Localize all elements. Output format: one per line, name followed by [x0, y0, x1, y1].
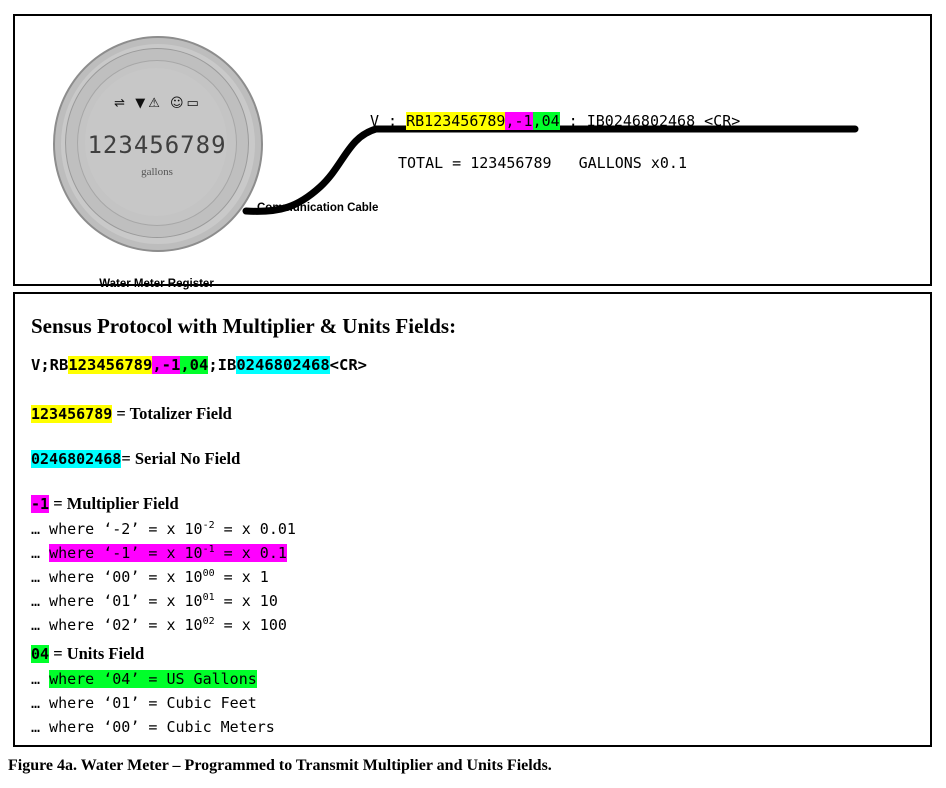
- multiplier-where-line: [31, 544, 287, 562]
- field-multiplier: [31, 494, 179, 514]
- multiplier-where-text-3: … where ‘01’ = x 10: [31, 592, 203, 610]
- protocol-separator: ;IB: [208, 356, 237, 374]
- protocol-multiplier: ,-1: [152, 356, 181, 374]
- stream-suffix: ; IB0246802468 <CR>: [559, 112, 741, 130]
- multiplier-where-line: [31, 616, 287, 634]
- multiplier-where-line: [31, 568, 269, 586]
- multiplier-where-prefix-1: …: [31, 544, 50, 562]
- units-where-line: … where ‘01’ = Cubic Feet: [31, 694, 257, 712]
- multiplier-where-tail-2: = x 1: [214, 568, 269, 586]
- stream-multiplier: ,-1: [505, 112, 533, 130]
- figure-caption: Figure 4a. Water Meter – Programmed to Transmit Multiplier and Units Fields.: [8, 757, 552, 774]
- field-totalizer: [31, 404, 232, 424]
- units-where-line: … where ‘00’ = Cubic Meters: [31, 718, 275, 736]
- field-serial-label: = Serial No Field: [121, 449, 241, 468]
- field-totalizer-label: = Totalizer Field: [112, 404, 232, 423]
- multiplier-where-text-0: … where ‘-2’ = x 10: [31, 520, 203, 538]
- field-multiplier-chip: -1: [31, 495, 50, 513]
- multiplier-where-exp-2: 00: [202, 568, 215, 579]
- water-meter-register: [39, 26, 269, 290]
- communication-cable-label: Communication Cable: [257, 202, 379, 214]
- field-serial-chip: 0246802468: [31, 450, 122, 468]
- panel-heading: [31, 314, 456, 339]
- units-where-highlighted-0: where ‘04’ = US Gallons: [49, 670, 257, 688]
- multiplier-where-tail-4: = x 100: [214, 616, 287, 634]
- protocol-units: ,04: [180, 356, 209, 374]
- units-where-prefix-0: …: [31, 670, 50, 688]
- protocol-string: [31, 356, 367, 374]
- panel-heading-colon: :: [449, 314, 457, 338]
- field-serial: [31, 449, 240, 469]
- multiplier-where-exp-0: -2: [202, 520, 215, 531]
- meter-units-label: gallons: [141, 166, 173, 178]
- stream-units: ,04: [532, 112, 560, 130]
- meter-odometer-digits: 123456789: [87, 131, 227, 159]
- serial-data-stream: [370, 112, 740, 130]
- multiplier-where-line: [31, 592, 278, 610]
- protocol-serial: 0246802468: [236, 356, 330, 374]
- multiplier-where-text-2: … where ‘00’ = x 10: [31, 568, 203, 586]
- total-readout-line: TOTAL = 123456789 GALLONS x0.1: [398, 154, 687, 172]
- protocol-totalizer: 123456789: [68, 356, 153, 374]
- multiplier-where-tail-0: = x 0.01: [214, 520, 296, 538]
- field-units-label: = Units Field: [49, 644, 145, 663]
- multiplier-where-line: [31, 520, 296, 538]
- meter-status-icons: ⇌ ▼⚠ ☺▭: [114, 96, 202, 111]
- field-units: [31, 644, 144, 664]
- panel-heading-text: Sensus Protocol with Multiplier & Units Fields: [31, 314, 450, 338]
- multiplier-where-tail-3: = x 10: [214, 592, 278, 610]
- illustration-panel: [13, 14, 932, 290]
- protocol-prefix: V;RB: [31, 356, 69, 374]
- field-multiplier-label: = Multiplier Field: [49, 494, 179, 513]
- multiplier-where-exp-1: -1: [202, 544, 215, 555]
- protocol-cr: <CR>: [329, 356, 367, 374]
- multiplier-where-tail-1: = x 0.1: [214, 544, 287, 562]
- protocol-explanation-panel: [13, 292, 932, 747]
- field-totalizer-chip: 123456789: [31, 405, 113, 423]
- multiplier-where-highlighted-1: where ‘-1’ = x $10^{-1} = x$ 0.1: [49, 544, 287, 562]
- multiplier-where-exp-4: 02: [202, 616, 215, 627]
- stream-totalizer: RB123456789: [406, 112, 506, 130]
- stream-prefix: V ;: [370, 112, 407, 130]
- multiplier-where-text-4: … where ‘02’ = x 10: [31, 616, 203, 634]
- meter-caption: Water Meter Register: [99, 278, 214, 290]
- units-where-line: [31, 670, 257, 688]
- field-units-chip: 04: [31, 645, 50, 663]
- multiplier-where-exp-3: 01: [202, 592, 215, 603]
